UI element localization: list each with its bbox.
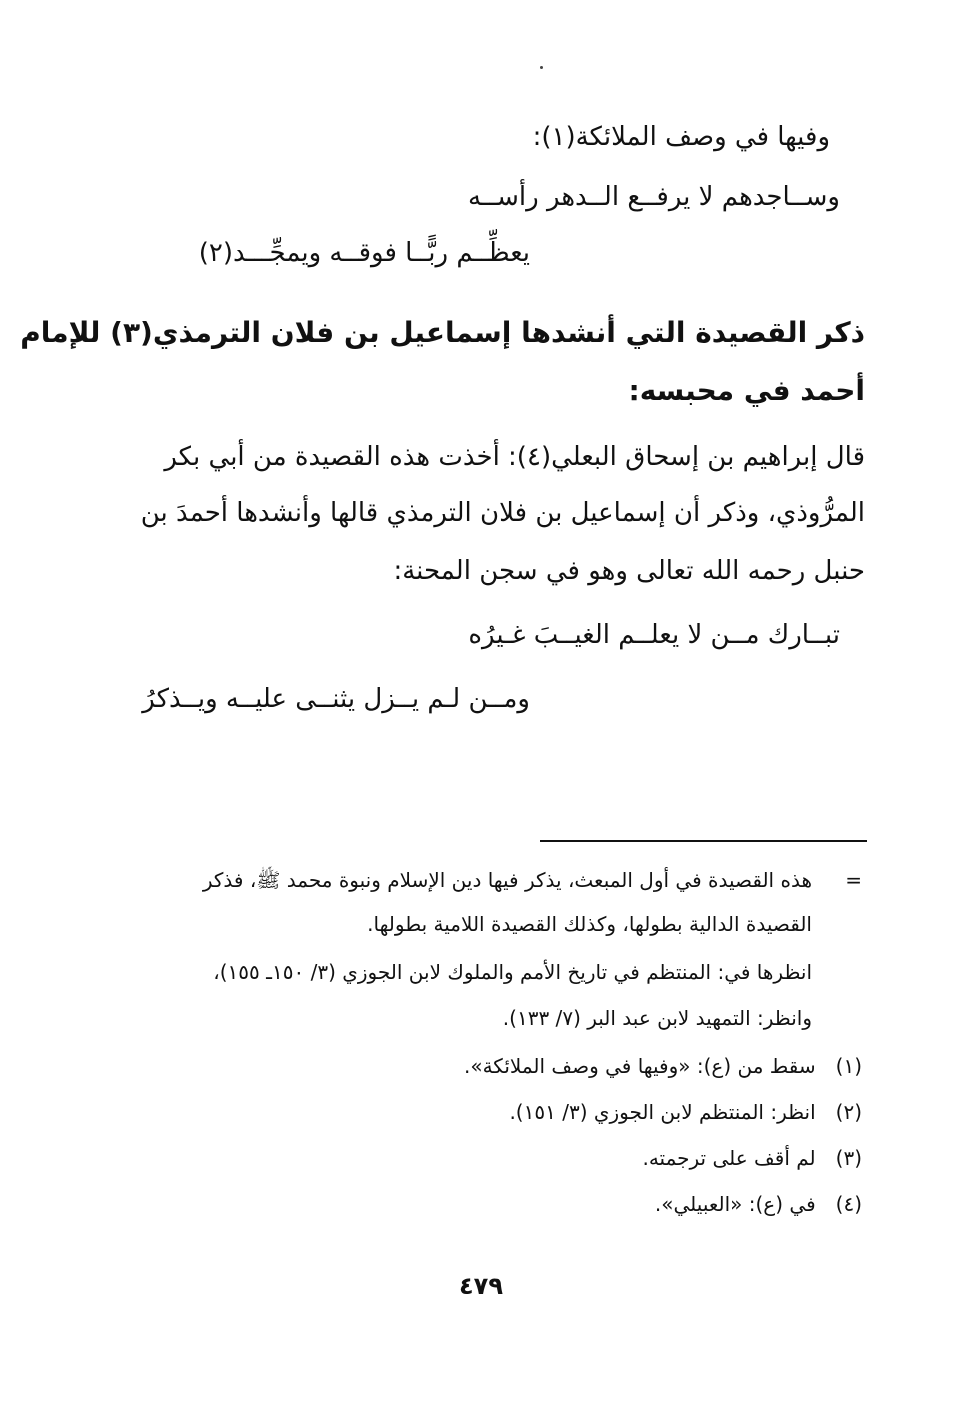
footnote-3-text: لم أقف على ترجمته. — [642, 1146, 816, 1170]
footnote-1 — [464, 1054, 862, 1078]
footnote-2-number: (٢) — [835, 1100, 862, 1124]
page-number: ٤٧٩ — [459, 1272, 503, 1300]
footnote-continuation-marker: = — [845, 868, 862, 892]
scan-speck — [540, 66, 543, 69]
intro-line: وفيها في وصف الملائكة(١): — [532, 122, 830, 152]
footnote-continuation-line-4: وانظر: التمهيد لابن عبد البر (٧/ ١٣٣). — [502, 1006, 812, 1030]
footnote-2-text: انظر: المنتظم لابن الجوزي (٣/ ١٥١). — [509, 1100, 816, 1124]
footnote-4-number: (٤) — [835, 1192, 862, 1216]
paragraph-line-1: قال إبراهيم بن إسحاق البعلي(٤): أخذت هذه القصيدة من أبي بكر — [164, 442, 865, 472]
footnote-1-text: سقط من (ع): «وفيها في وصف الملائكة». — [463, 1054, 816, 1078]
verse-1-first-hemistich: وســاجدهم لا يرفــع الــدهر رأســه — [467, 182, 840, 212]
paragraph-line-3: حنبل رحمه الله تعالى وهو في سجن المحنة: — [393, 556, 865, 586]
footnote-1-number: (١) — [835, 1054, 862, 1078]
section-heading-line-1: ذكر القصيدة التي أنشدها إسماعيل بن فلان الترمذي(٣) للإمام — [20, 316, 865, 349]
footnote-2 — [509, 1100, 862, 1124]
footnote-continuation-line-1: هذه القصيدة في أول المبعث، يذكر فيها دين الإسلام ونبوة محمد ﷺ، فذكر — [202, 868, 812, 892]
verse-2-first-hemistich: تبــارك مــن لا يعلــم الغيــبَ غـيرُه — [468, 620, 840, 650]
footnote-4-text: في (ع): «العبيلي». — [654, 1192, 816, 1216]
section-heading-line-2: أحمد في محبسه: — [628, 374, 865, 407]
footnote-3 — [642, 1146, 862, 1170]
verse-1-second-hemistich: يعظِّــم ربًّــا فوقــه ويمجِّـــد(٢) — [198, 238, 530, 268]
verse-2-second-hemistich: ومــن لـم يــزل يثنــى عليــه ويــذكرُ — [142, 684, 530, 714]
paragraph-line-2: المرُّوذي، وذكر أن إسماعيل بن فلان الترمذي قالها وأنشدها أحمدَ بن — [140, 498, 865, 528]
footnote-continuation-line-2: القصيدة الدالية بطولها، وكذلك القصيدة اللامية بطولها. — [367, 912, 812, 936]
footnote-separator — [540, 840, 867, 842]
footnote-continuation-line-3: انظرها في: المنتظم في تاريخ الأمم والملوك لابن الجوزي (٣/ ١٥٠ـ ١٥٥)، — [213, 960, 812, 984]
footnote-3-number: (٣) — [835, 1146, 862, 1170]
footnote-4 — [655, 1192, 862, 1216]
